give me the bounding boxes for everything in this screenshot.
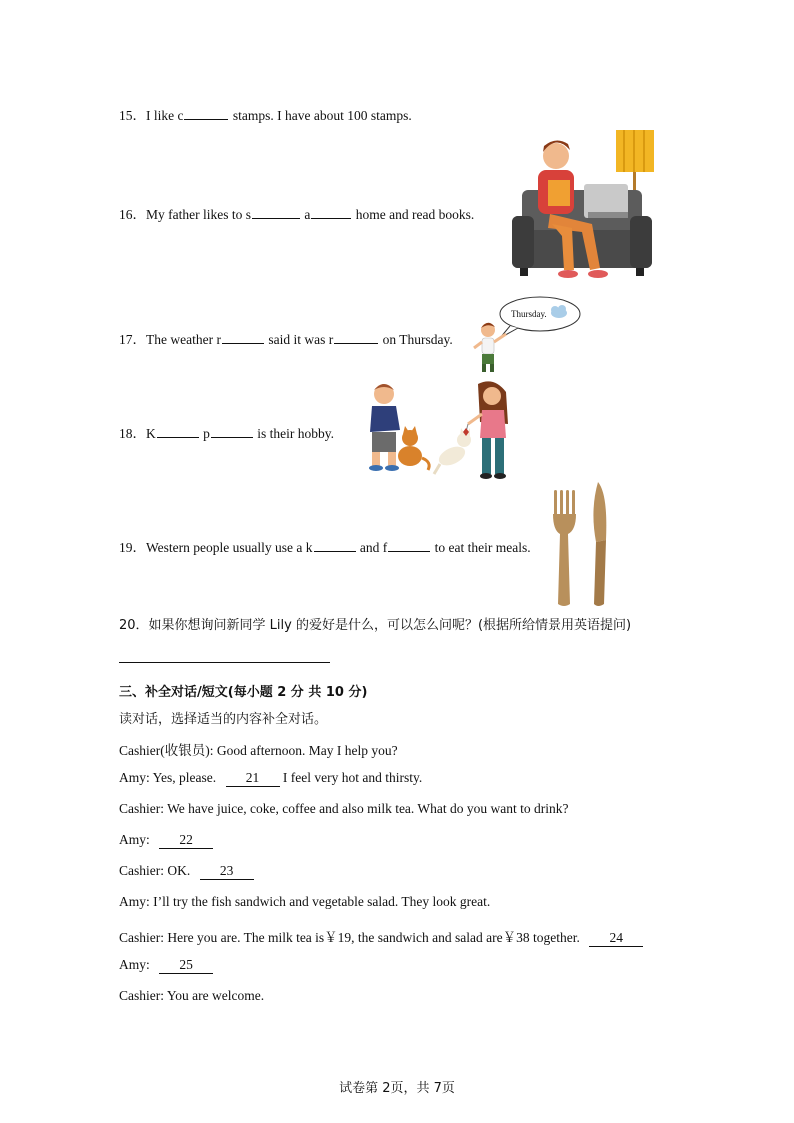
section-instruction: 读对话，选择适当的内容补全对话。 — [119, 712, 328, 727]
question-15: 15．I like c stamps. I have about 100 stamps. — [119, 108, 412, 123]
dialogue-line: Amy: I’ll try the fish sandwich and vegetable salad. They look great. — [119, 894, 491, 909]
weather-reporter-illustration — [466, 294, 586, 374]
answer-blank[interactable] — [388, 538, 430, 552]
answer-blank[interactable] — [311, 205, 351, 219]
question-17: 17．The weather r said it was r on Thursday. — [119, 332, 453, 347]
dialogue-line: Amy: 22 — [119, 832, 213, 849]
answer-blank[interactable] — [157, 424, 199, 438]
answer-blank-21[interactable]: 21 — [226, 770, 280, 787]
fork-and-knife-icon — [550, 480, 610, 608]
answer-line-20[interactable] — [119, 662, 330, 663]
answer-blank-22[interactable]: 22 — [159, 832, 213, 849]
answer-blank[interactable] — [314, 538, 356, 552]
section-heading: 三、补全对话/短文(每小题 2 分 共 10 分) — [119, 685, 368, 700]
answer-blank-25[interactable]: 25 — [159, 957, 213, 974]
answer-blank-24[interactable]: 24 — [589, 930, 643, 947]
question-16: 16．My father likes to s a home and read books. — [119, 207, 475, 222]
dialogue-line: Cashier: OK. 23 — [119, 863, 254, 880]
dialogue-line: Amy: 25 — [119, 957, 213, 974]
kids-with-pets-illustration — [348, 378, 518, 482]
cloud-icon — [551, 305, 567, 318]
dialogue-line: Amy: Yes, please. 21 I feel very hot and thirsty. — [119, 770, 423, 785]
dialogue-line: Cashier(收银员): Good afternoon. May I help you? — [119, 743, 398, 758]
speech-bubble-text: Thursday. — [511, 309, 547, 319]
dialogue-line: Cashier: We have juice, coke, coffee and also milk tea. What do you want to drink? — [119, 801, 569, 816]
answer-blank[interactable] — [184, 106, 228, 120]
answer-blank-23[interactable]: 23 — [200, 863, 254, 880]
answer-blank[interactable] — [334, 330, 378, 344]
dialogue-line: Cashier: You are welcome. — [119, 988, 265, 1003]
page-footer: 试卷第 2页，共 7页 — [339, 1081, 455, 1096]
question-18: 18．K p is their hobby. — [119, 426, 334, 441]
father-reading-illustration — [508, 128, 658, 288]
question-19: 19．Western people usually use a k and f to eat their meals. — [119, 540, 531, 555]
answer-blank[interactable] — [252, 205, 300, 219]
answer-blank[interactable] — [222, 330, 264, 344]
dialogue-line: Cashier: Here you are. The milk tea is￥19, the sandwich and salad are￥38 together. 24 — [119, 926, 643, 947]
answer-blank[interactable] — [211, 424, 253, 438]
question-20: 20．如果你想询问新同学 Lily 的爱好是什么，可以怎么问呢？(根据所给情景用英语提问) — [119, 618, 632, 633]
